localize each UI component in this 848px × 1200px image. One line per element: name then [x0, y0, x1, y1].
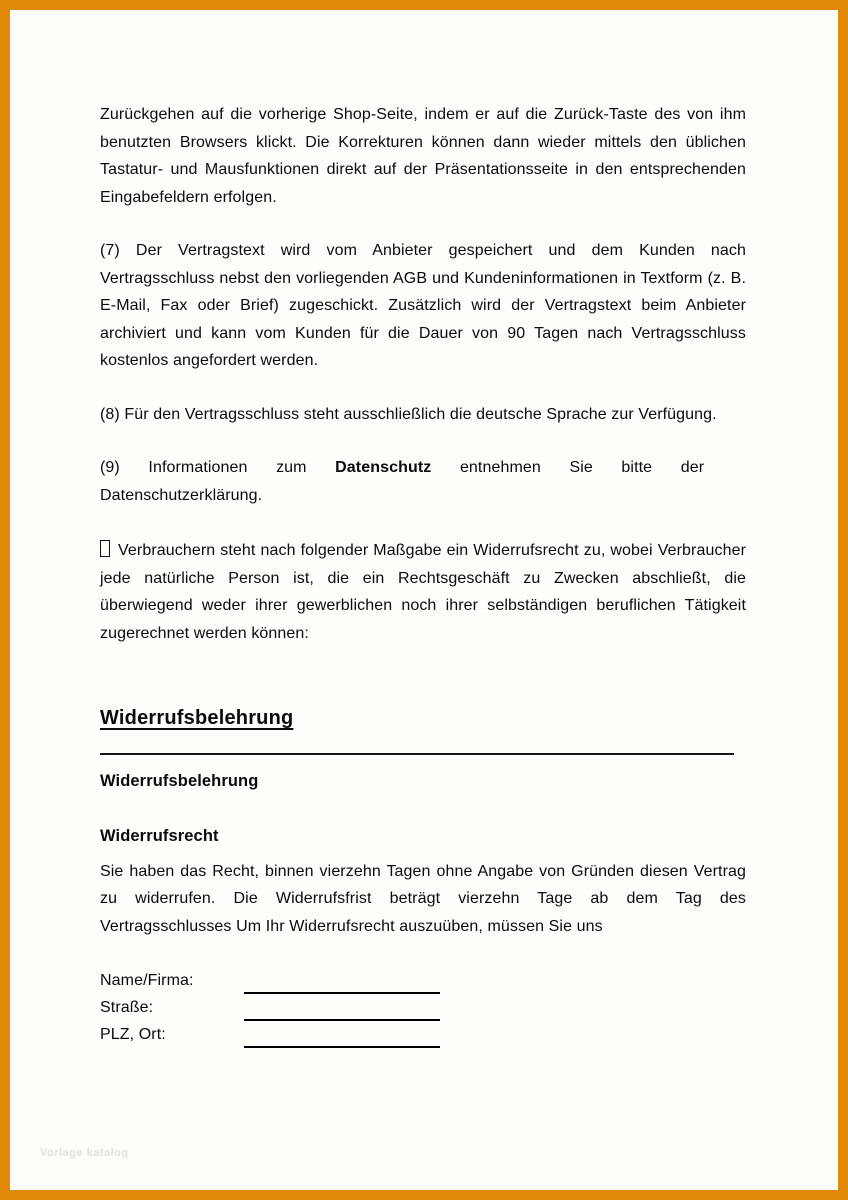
form-blank-line-name	[244, 970, 440, 994]
form-label-city: PLZ, Ort:	[100, 1026, 166, 1043]
privacy-bold-word: Datenschutz	[335, 459, 432, 476]
form-row-street	[100, 994, 746, 1021]
form-blank-line-city	[244, 1024, 440, 1048]
privacy-text-before: (9) Informationen zum	[100, 459, 307, 476]
subsection-widerrufsrecht: Widerrufsrecht	[100, 827, 219, 845]
watermark-text: Vorlage katalog	[40, 1147, 129, 1159]
form-row-name	[100, 967, 746, 994]
form-row-city	[100, 1021, 746, 1048]
paragraph-8-language: (8) Für den Vertragsschluss steht ausschließlich die deutsche Sprache zur Verfügung.	[100, 405, 717, 423]
missing-glyph-box-icon	[100, 540, 110, 557]
section-divider-line	[100, 753, 734, 755]
paragraph-consumer-right	[100, 537, 746, 647]
address-form-block	[100, 967, 746, 1048]
consumer-right-text: Verbrauchern steht nach folgender Maßgabe ein Widerrufsrecht zu, wobei Verbraucher jede natürliche Person ist, die ein Rechtsgeschäft zu Zwecken abschließt, die überwiegend weder ihrer gewerblichen noch ihrer selbständigen beruflichen Tätigkeit zugerechnet werden können:	[100, 542, 746, 642]
document-content	[100, 10, 746, 1048]
section-title-widerrufsbelehrung: Widerrufsbelehrung	[100, 707, 294, 729]
paragraph-9-privacy	[100, 454, 746, 509]
paragraph-withdrawal-right: Sie haben das Recht, binnen vierzehn Tagen ohne Angabe von Gründen diesen Vertrag zu widerrufen. Die Widerrufsfrist beträgt vierzehn Tage ab dem Tag des Vertragsschlusses Um Ihr Widerrufsrecht auszuüben, müssen Sie uns	[100, 862, 746, 935]
privacy-text-line2: Datenschutzerklärung.	[100, 486, 263, 504]
paragraph-7-contract-text: (7) Der Vertragstext wird vom Anbieter gespeichert und dem Kunden nach Vertragsschluss nebst den vorliegenden AGB und Kundeninformationen in Textform (z. B. E-Mail, Fax oder Brief) zugeschickt. Zusätzlich wird der Vertragstext beim Anbieter archiviert und kann vom Kunden für die Dauer von 90 Tagen nach Vertragsschluss kostenlos angefordert werden.	[100, 242, 746, 369]
subtitle-widerrufsbelehrung: Widerrufsbelehrung	[100, 771, 259, 790]
form-label-street: Straße:	[100, 999, 154, 1016]
form-label-name: Name/Firma:	[100, 972, 194, 989]
paragraph-shop-navigation: Zurückgehen auf die vorherige Shop-Seite, indem er auf die Zurück-Taste des von ihm benutzten Browsers klickt. Die Korrekturen können dann wieder mittels den üblichen Tastatur- und Mausfunktionen direkt auf der Präsentationsseite in den entsprechenden Eingabefeldern erfolgen.	[100, 106, 746, 206]
privacy-text-after: entnehmen Sie bitte der	[459, 459, 705, 476]
document-page	[10, 10, 838, 1190]
form-blank-line-street	[244, 997, 440, 1021]
